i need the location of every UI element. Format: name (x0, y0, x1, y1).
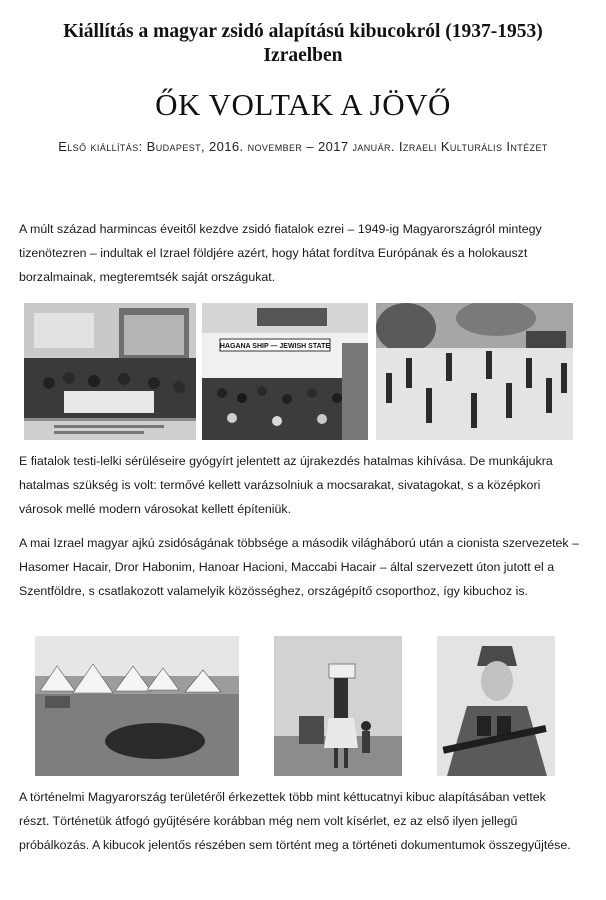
paragraph-organizations: A mai Izrael magyar ajkú zsidóságának többsége a második világháború után a cionista szervezetek – Hasomer Hacair, Dror Habonim, Hanoar Hacioni, Maccabi Hacair – által szervezett úton jutott el a Szentföldre, s csatlakozott valamelyik közösséghez, országépítő csoporthoz, így kibuchoz is. (19, 536, 579, 598)
photo-armed-girl (437, 636, 555, 776)
photo-tent-camp (35, 636, 239, 776)
photo-meeting (24, 303, 196, 440)
title-line-1: Kiállítás a magyar zsidó alapítású kibucokról (1937-1953) (63, 21, 543, 42)
subtitle: Első kiállítás: Budapest, 2016. november – 2017 január. Izraeli Kulturális Intézet (58, 139, 548, 154)
exhibition-title (0, 20, 606, 68)
paragraph-kibbutz-founding: A történelmi Magyarország területéről érkezettek több mint kéttucatnyi kibuc alapításában vettek részt. Történetük átfogó gyűjtésére korábban még nem volt kísérlet, ez az első ilyen jellegű próbálkozás. A kibucok jelentős részében sem történt meg a történeti dokumentumok összegyűjtése. (19, 790, 571, 852)
photo-dancing-circle (376, 303, 573, 440)
title-line-2: Izraelben (263, 45, 343, 66)
photo-refugee-ship (202, 303, 368, 440)
paragraph-intro: A múlt század harmincas éveitől kezdve zsidó fiatalok ezrei – 1949-ig Magyarországról mintegy tizenötezren – indultak el Izrael földjére azért, hogy hátat fordítva Európának és a holokauszt borzalmainak, megteremtsék saját országukat. (19, 222, 542, 284)
main-title: ŐK VOLTAK A JÖVŐ (155, 87, 451, 122)
paragraph-challenge: E fiatalok testi-lelki sérüléseire gyógyírt jelentett az újrakezdés hatalmas kihívása. De munkájukra hatalmas szükség is volt: termővé kellett varázsolniuk a mocsarakat, sivatagokat, s a középkori városok mellé modern városokat kellett építeniük. (19, 454, 553, 516)
photo-woman-carrying-load (274, 636, 402, 776)
ship-banner-text: HAGANA SHIP — JEWISH STATE (219, 343, 331, 350)
